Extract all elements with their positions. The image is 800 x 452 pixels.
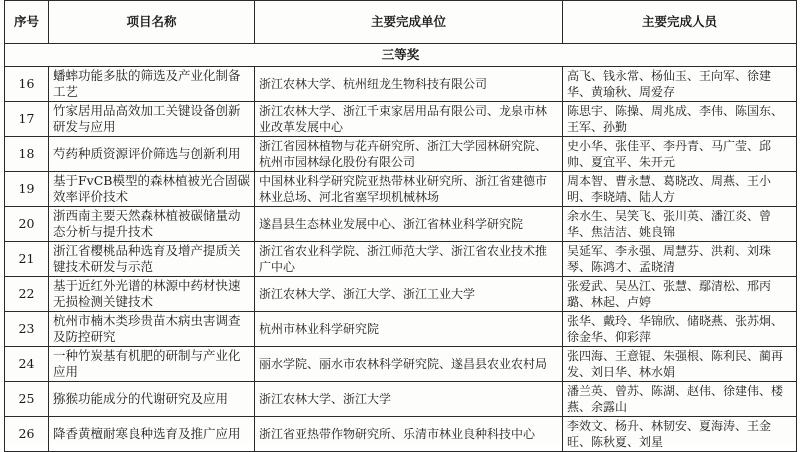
table-row [5, 172, 797, 207]
row-no: 21 [5, 242, 49, 277]
row-project-name: 芍药种质资源评价筛选与创新利用 [49, 137, 255, 172]
row-no: 20 [5, 207, 49, 242]
row-no: 25 [5, 382, 49, 417]
table-row [5, 347, 797, 382]
section-title: 三等奖 [5, 44, 797, 67]
row-unit: 浙江农林大学、浙江千束家居用品有限公司、龙泉市林业改革发展中心 [255, 102, 563, 137]
row-no: 18 [5, 137, 49, 172]
awards-table [4, 0, 797, 452]
row-unit: 杭州市林业科学研究院 [255, 312, 563, 347]
table-row [5, 207, 797, 242]
row-unit: 浙江省园林植物与花卉研究所、浙江大学园林研究院、杭州市园林绿化股份有限公司 [255, 137, 563, 172]
row-project-name: 杭州市楠木类珍贵苗木病虫害调查及防控研究 [49, 312, 255, 347]
header-unit: 主要完成单位 [255, 1, 563, 44]
table-row [5, 417, 797, 452]
row-unit: 浙江农林大学、杭州纽龙生物科技有限公司 [255, 67, 563, 102]
row-people: 史小华、张佳平、李丹青、马广莹、邱帅、夏宜平、朱开元 [563, 137, 797, 172]
row-people: 高飞、钱永常、杨仙玉、王向军、徐建华、黄瑜秋、周爱存 [563, 67, 797, 102]
row-unit: 浙江省亚热带作物研究所、乐清市林业良种科技中心 [255, 417, 563, 452]
row-people: 李效文、杨升、林韧安、夏海涛、王金旺、陈秋夏、刘星 [563, 417, 797, 452]
row-project-name: 基于FvCB模型的森林植被光合固碳效率评价技术 [49, 172, 255, 207]
table-header-row [5, 1, 797, 44]
row-unit: 丽水学院、丽水市农林科学研究院、遂昌县农业农村局 [255, 347, 563, 382]
row-no: 24 [5, 347, 49, 382]
row-people: 张四海、王意锟、朱强根、陈利民、蔺再发、刘日华、林水娟 [563, 347, 797, 382]
row-people: 潘兰英、曾苏、陈湖、赵伟、徐建伟、楼燕、余露山 [563, 382, 797, 417]
row-no: 17 [5, 102, 49, 137]
row-unit: 浙江农林大学、浙江大学 [255, 382, 563, 417]
document-page [2, 0, 796, 449]
table-row [5, 242, 797, 277]
row-people: 陈思宇、陈操、周兆成、李伟、陈国东、王军、孙勤 [563, 102, 797, 137]
row-project-name: 基于近红外光谱的林源中药材快速无损检测关键技术 [49, 277, 255, 312]
row-no: 26 [5, 417, 49, 452]
table-row [5, 312, 797, 347]
row-unit: 遂昌县生态林业发展中心、浙江省林业科学研究院 [255, 207, 563, 242]
row-people: 吴延军、李永强、周慧芬、洪莉、刘珠琴、陈鸿才、孟晓清 [563, 242, 797, 277]
header-no: 序号 [5, 1, 49, 44]
row-project-name: 猕猴功能成分的代谢研究及应用 [49, 382, 255, 417]
section-row [5, 44, 797, 67]
row-people: 张爱武、吴丛江、张慧、鄢清松、邢丙璐、林起、卢婷 [563, 277, 797, 312]
row-project-name: 一种竹炭基有机肥的研制与产业化应用 [49, 347, 255, 382]
row-project-name: 蟠蟀功能多肽的筛选及产业化制备工艺 [49, 67, 255, 102]
row-people: 余水生、吴笑飞、张川英、潘江炎、曾华、焦洁洁、姚良锦 [563, 207, 797, 242]
row-project-name: 浙江省樱桃品种选育及增产提质关键技术研发与示范 [49, 242, 255, 277]
row-project-name: 降香黄檀耐寒良种选育及推广应用 [49, 417, 255, 452]
table-row [5, 137, 797, 172]
row-no: 16 [5, 67, 49, 102]
row-project-name: 竹家居用品高效加工关键设备创新研发与应用 [49, 102, 255, 137]
row-people: 周本智、曹永慧、葛晓改、周燕、王小明、李晓靖、陆人方 [563, 172, 797, 207]
row-unit: 浙江省农业科学院、浙江师范大学、浙江省农业技术推广中心 [255, 242, 563, 277]
table-row [5, 382, 797, 417]
header-project-name: 项目名称 [49, 1, 255, 44]
row-unit: 浙江农林大学、浙江大学、浙江工业大学 [255, 277, 563, 312]
row-people: 张华、戴玲、华锦欣、储晓燕、张苏炯、徐金华、仰彩萍 [563, 312, 797, 347]
header-people: 主要完成人员 [563, 1, 797, 44]
row-no: 23 [5, 312, 49, 347]
table-row [5, 102, 797, 137]
table-row [5, 67, 797, 102]
row-no: 19 [5, 172, 49, 207]
table-row [5, 277, 797, 312]
row-project-name: 浙西南主要天然森林植被碳储量动态分析与提升技术 [49, 207, 255, 242]
row-unit: 中国林业科学研究院亚热带林业研究所、浙江省建德市林业总场、河北省塞罕坝机械林场 [255, 172, 563, 207]
row-no: 22 [5, 277, 49, 312]
